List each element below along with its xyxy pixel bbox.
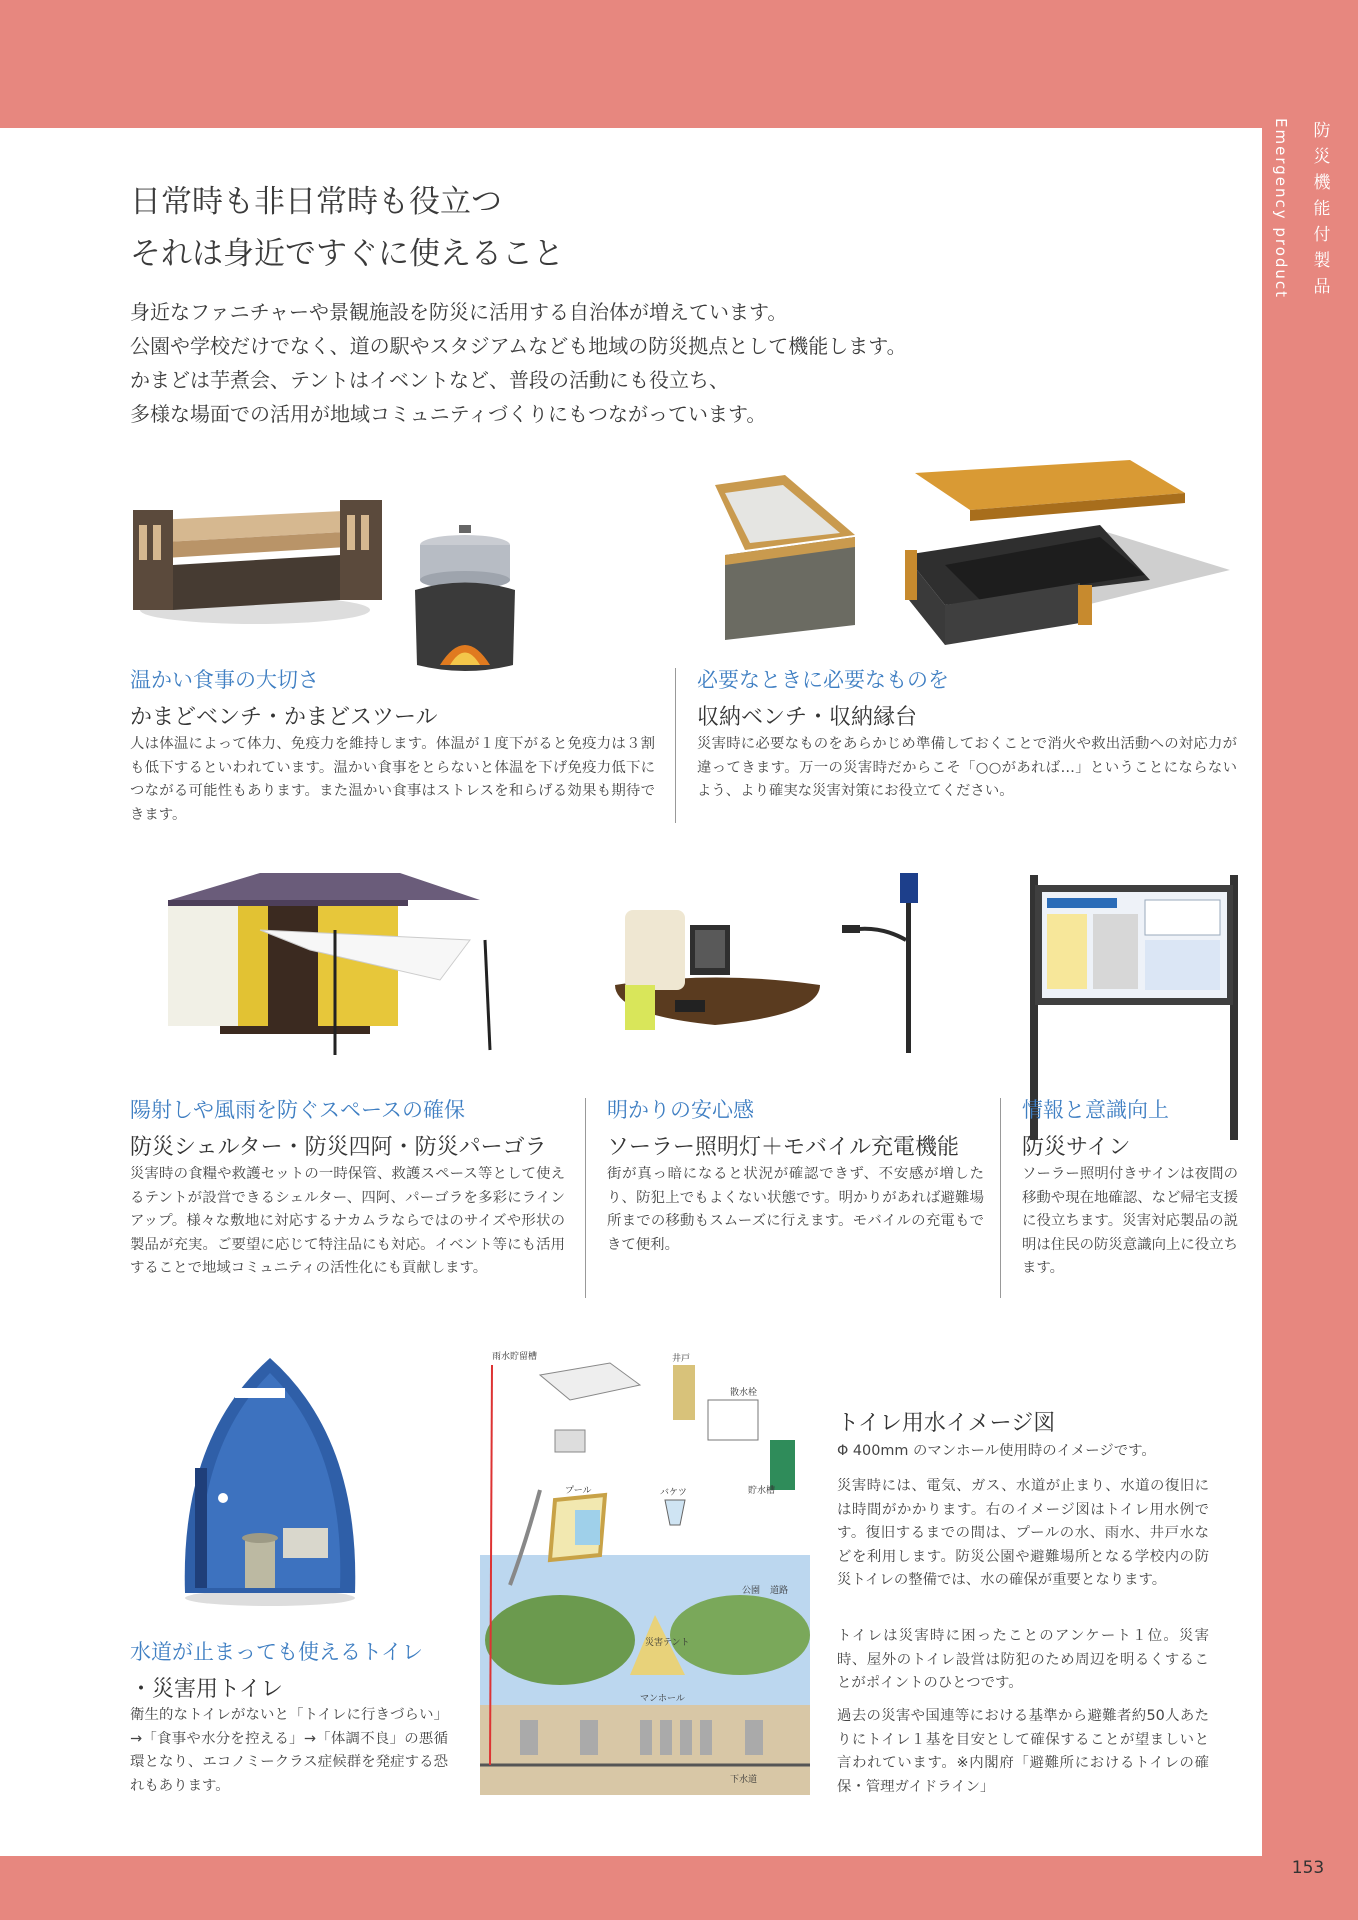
diagram-label-water-tank: 貯水槽 xyxy=(748,1486,776,1496)
product-name: かまどベンチ・かまどスツール xyxy=(130,705,438,730)
lead-line: 多様な場面での活用が地域コミュニティづくりにもつながっています。 xyxy=(130,402,767,426)
product-name: ソーラー照明灯＋モバイル充電機能 xyxy=(607,1135,960,1160)
sidebar-en-title: Emergency product xyxy=(1272,118,1290,300)
emergency-toilet-tent-image xyxy=(175,1348,365,1608)
diagram-label-bucket: バケツ xyxy=(660,1488,687,1498)
diagram-label-rain-tank: 雨水貯留槽 xyxy=(492,1352,538,1362)
diagram-label-pool: プール xyxy=(565,1486,592,1496)
storage-bench-image xyxy=(705,475,855,645)
column-divider xyxy=(1000,1098,1001,1298)
diagram-label-hose: 散水栓 xyxy=(730,1388,758,1398)
headline-line-1: 日常時も非日常時も役立つ xyxy=(130,184,502,220)
page-number: 153 xyxy=(1291,1858,1325,1878)
diagram-paragraph: トイレは災害時に困ったことのアンケート１位。災害時、屋外のトイレ設営は防犯のため周辺を明るくすることがポイントのひとつです。 xyxy=(837,1628,1209,1691)
category-heading: 明かりの安心感 xyxy=(607,1098,754,1122)
product-description: ソーラー照明付きサインは夜間の移動や現在地確認、など帰宅支援に役立ちます。災害対応製品の説明は住民の防災意識向上に役立ちます。 xyxy=(1022,1166,1238,1276)
category-heading: 水道が止まっても使えるトイレ xyxy=(130,1640,423,1664)
product-name: 防災サイン xyxy=(1022,1135,1131,1160)
column-divider xyxy=(585,1098,586,1298)
diagram-label-park: 公園 xyxy=(742,1586,761,1596)
side-tab xyxy=(1262,128,1358,1856)
diagram-paragraph: 過去の災害や国連等における基準から避難者約50人あたりにトイレ１基を目安として確保することが望ましいと言われています。※内閣府「避難所におけるトイレの確保・管理ガイドライン」 xyxy=(837,1708,1209,1795)
lead-line: 公園や学校だけでなく、道の駅やスタジアムなども地域の防災拠点として機能します。 xyxy=(130,334,907,358)
product-name: 防災シェルター・防災四阿・防災パーゴラ xyxy=(130,1135,547,1160)
diagram-title: トイレ用水イメージ図 xyxy=(837,1411,1056,1436)
diagram-subtitle: Φ 400mm のマンホール使用時のイメージです。 xyxy=(837,1443,1156,1459)
storage-platform-image xyxy=(900,455,1240,655)
category-heading: 必要なときに必要なものを xyxy=(697,668,949,692)
toilet-water-diagram xyxy=(480,1345,810,1795)
kamado-bench-image xyxy=(125,470,390,630)
headline-line-2: それは身近ですぐに使えること xyxy=(130,236,564,272)
solar-street-light-image xyxy=(840,870,920,1060)
diagram-label-road: 道路 xyxy=(770,1586,789,1596)
product-name: 収納ベンチ・収納縁台 xyxy=(697,705,918,730)
top-band xyxy=(0,0,1358,128)
sidebar-jp-title: 防 災 機 能 付 製 品 xyxy=(1313,121,1333,297)
product-description: 街が真っ暗になると状況が確認できず、不安感が増したり、防犯上でもよくない状態です。明かりがあれば避難場所までの移動もスムーズに行えます。モバイルの充電もできて便利。 xyxy=(607,1166,984,1253)
category-heading: 温かい食事の大切さ xyxy=(130,668,319,692)
product-description: 人は体温によって体力、免疫力を維持します。体温が１度下がると免疫力は３割も低下するといわれています。温かい食事をとらないと体温を下げ免疫力低下につながる可能性もあります。また温かい食事はストレスを和らげる効果も期待できます。 xyxy=(130,736,655,823)
category-heading: 陽射しや風雨を防ぐスペースの確保 xyxy=(130,1098,465,1122)
lead-line: かまどは芋煮会、テントはイベントなど、普段の活動にも役立ち、 xyxy=(130,368,729,392)
diagram-label-sewer: 下水道 xyxy=(730,1775,758,1785)
column-divider xyxy=(675,668,676,823)
lead-line: 身近なファニチャーや景観施設を防災に活用する自治体が増えています。 xyxy=(130,300,788,324)
diagram-paragraph: 災害時には、電気、ガス、水道が止まり、水道の復旧には時間がかかります。右のイメージ図はトイレ用水例です。復旧するまでの間は、プールの水、雨水、井戸水などを利用します。防災公園や避難場所となる学校内の防災トイレの整備では、水の確保が重要となります。 xyxy=(837,1478,1209,1588)
category-heading: 情報と意識向上 xyxy=(1022,1098,1169,1122)
product-description: 衛生的なトイレがないと「トイレに行きづらい」→「食事や水分を控える」→「体調不良」の悪循環となり、エコノミークラス症候群を発症する恐れもあります。 xyxy=(130,1707,448,1794)
diagram-label-tent: 災害テント xyxy=(645,1638,690,1648)
product-description: 災害時の食糧や救護セットの一時保管、救護スペース等として使えるテントが設営できるシェルター、四阿、パーゴラを多彩にラインアップ。様々な敷地に対応するナカムラならではのサイズや形状の製品が充実。ご要望に応じて特注品にも対応。イベント等にも活用することで地域コミュニティの活性化にも貢献します。 xyxy=(130,1166,565,1276)
kamado-stool-image xyxy=(405,515,525,685)
solar-light-charger-image xyxy=(615,875,835,1060)
page-headline xyxy=(130,176,564,280)
diagram-label-well: 井戸 xyxy=(672,1354,691,1364)
shelter-image xyxy=(160,870,500,1060)
diagram-label-manhole: マンホール xyxy=(640,1694,685,1704)
lead-paragraph xyxy=(130,295,1130,431)
product-description: 災害時に必要なものをあらかじめ準備しておくことで消火や救出活動への対応力が違ってきます。万一の災害時だからこそ「○○があれば…」ということにならないよう、より確実な災害対策にお役立てください。 xyxy=(697,736,1237,799)
product-name: ・災害用トイレ xyxy=(130,1677,283,1702)
